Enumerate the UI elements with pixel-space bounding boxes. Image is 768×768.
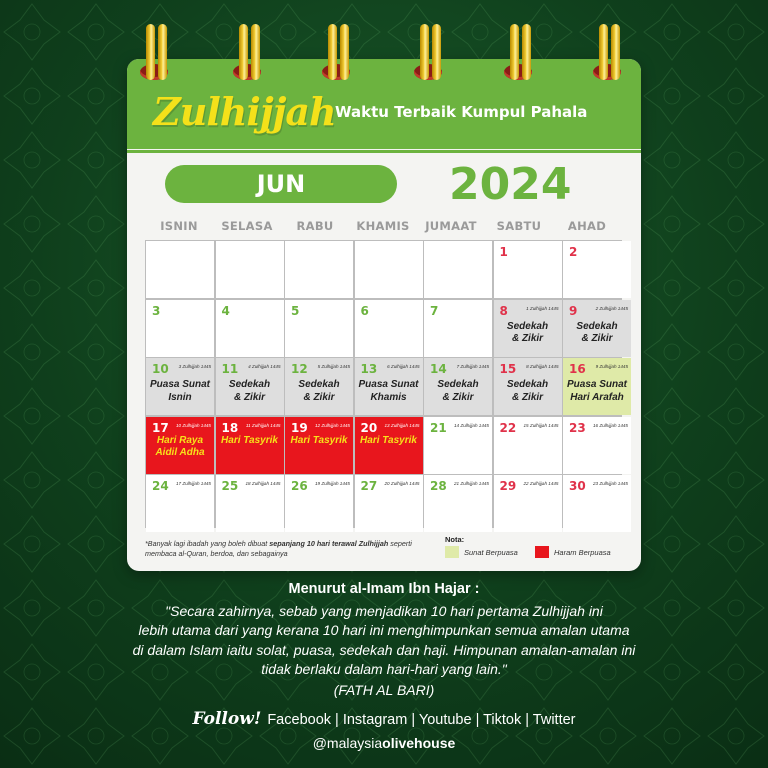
hijri-date: 8 Zulhijjah 1445 — [526, 364, 559, 369]
legend-item-sunat — [445, 546, 518, 558]
hijri-date: 3 Zulhijjah 1445 — [178, 364, 211, 369]
quote-source: (FATH AL BARI) — [333, 682, 435, 698]
calendar-day-24 — [146, 475, 214, 532]
hijri-date: 13 Zulhijjah 1445 — [384, 422, 420, 428]
calendar-header — [127, 59, 641, 149]
calendar-day-13 — [355, 358, 423, 415]
binder-ring — [420, 24, 429, 80]
day-number: 30 — [569, 479, 586, 493]
hijri-date: 7 Zulhijjah 1445 — [456, 364, 489, 369]
hijri-date: 19 Zulhijjah 1445 — [315, 481, 350, 486]
legend-label: Sunat Berpuasa — [464, 547, 518, 557]
weekday-label: AHAD — [567, 219, 607, 233]
day-number: 17 — [152, 420, 169, 435]
hijri-date: 6 Zulhijjah 1445 — [387, 364, 420, 369]
day-number: 12 — [291, 362, 308, 376]
calendar-day-6 — [355, 300, 423, 357]
calendar-day-5 — [285, 300, 353, 357]
day-event: Sedekah & Zikir — [576, 320, 618, 344]
social-row — [0, 709, 768, 729]
day-event: Sedekah & Zikir — [298, 379, 340, 403]
social-links: Facebook | Instagram | Youtube | Tiktok | Twitter — [267, 712, 576, 728]
brand-title: Zulhijjah — [153, 89, 336, 134]
day-event: Puasa Sunat Khamis — [358, 379, 419, 403]
footnote-text: *Banyak lagi ibadah yang boleh dibuat — [145, 539, 270, 548]
legend-title: Nota: — [445, 535, 465, 544]
day-number: 8 — [499, 303, 508, 318]
weekday-label: RABU — [296, 219, 334, 233]
calendar-day-27 — [355, 475, 423, 532]
hijri-date: 12 Zulhijjah 1445 — [315, 422, 350, 428]
calendar-day-23 — [563, 417, 631, 474]
social-handle — [0, 735, 768, 751]
hijri-date: 21 Zulhijjah 1445 — [454, 481, 489, 486]
hijri-date: 23 Zulhijjah 1445 — [593, 481, 628, 486]
calendar-day-empty — [146, 241, 214, 298]
calendar-day-empty — [355, 241, 423, 298]
calendar-day-empty — [424, 241, 492, 298]
day-number: 26 — [291, 479, 308, 493]
calendar-day-21 — [424, 417, 492, 474]
quote-title: Menurut al-Imam Ibn Hajar : — [288, 581, 480, 597]
day-number: 27 — [360, 479, 378, 493]
calendar-day-29 — [494, 475, 562, 532]
day-event: Sedekah & Zikir — [228, 379, 271, 403]
weekday-label: SABTU — [496, 219, 542, 233]
day-number: 28 — [430, 479, 447, 493]
calendar-day-16 — [563, 358, 631, 415]
hijri-date: 11 Zulhijjah 1445 — [245, 422, 281, 428]
month-label: JUN — [165, 165, 397, 203]
handle-prefix: @malaysia — [312, 735, 383, 751]
day-number: 10 — [152, 362, 169, 376]
calendar-card — [127, 59, 641, 571]
hijri-date: 20 Zulhijjah 1445 — [384, 481, 420, 486]
day-number: 22 — [499, 420, 517, 435]
binder-ring — [510, 24, 519, 80]
calendar-day-20 — [355, 417, 423, 474]
calendar-day-26 — [285, 475, 353, 532]
calendar-day-7 — [424, 300, 492, 357]
binder-ring — [251, 24, 260, 80]
day-event: Hari Raya Aidil Adha — [155, 434, 205, 458]
calendar-day-15 — [494, 358, 562, 415]
day-number: 16 — [569, 362, 586, 376]
day-number: 2 — [569, 245, 578, 259]
legend-item-haram — [535, 546, 611, 558]
day-number: 19 — [291, 420, 308, 435]
binder-ring — [328, 24, 337, 80]
weekday-label: ISNIN — [160, 219, 198, 233]
day-number: 18 — [221, 420, 239, 435]
weekday-label: JUMAAT — [425, 219, 477, 233]
day-event: Hari Tasyrik — [290, 434, 348, 446]
calendar-day-30 — [563, 475, 631, 532]
day-event: Sedekah & Zikir — [437, 379, 479, 403]
binder-ring — [611, 24, 620, 80]
footnote — [145, 539, 445, 559]
hijri-date: 1 Zulhijjah 1445 — [526, 305, 559, 311]
hijri-date: 9 Zulhijjah 1445 — [595, 364, 628, 369]
calendar-day-empty — [285, 241, 353, 298]
calendar-day-2 — [563, 241, 631, 298]
calendar-day-4 — [216, 300, 284, 357]
calendar-day-17 — [146, 417, 214, 474]
footnote-text-end: seperti membaca al-Quran, berdoa, dan sebagainya — [145, 539, 412, 558]
day-number: 24 — [152, 479, 169, 493]
hijri-date: 18 Zulhijjah 1445 — [245, 481, 281, 486]
day-event: Sedekah & Zikir — [506, 379, 549, 403]
legend-swatch — [535, 546, 549, 558]
weekday-header — [145, 219, 621, 233]
year-label: 2024 — [449, 159, 572, 210]
hijri-date: 2 Zulhijjah 1445 — [595, 305, 628, 311]
binder-ring — [432, 24, 441, 80]
day-number: 4 — [221, 303, 230, 318]
footnote-emphasis: sepanjang 10 hari terawal Zulhijjah — [269, 539, 389, 548]
calendar-day-3 — [146, 300, 214, 357]
binder-ring — [522, 24, 531, 80]
hijri-date: 15 Zulhijjah 1445 — [523, 422, 559, 428]
day-event: Sedekah & Zikir — [506, 320, 549, 344]
legend-label: Haram Berpuasa — [554, 547, 611, 557]
calendar-day-10 — [146, 358, 214, 415]
day-number: 11 — [221, 362, 239, 376]
tagline: Waktu Terbaik Kumpul Pahala — [335, 103, 588, 121]
day-event: Puasa Sunat Hari Arafah — [566, 379, 628, 403]
day-number: 20 — [360, 420, 378, 435]
binder-ring — [599, 24, 608, 80]
day-number: 25 — [221, 479, 239, 493]
calendar-grid — [145, 240, 628, 528]
hijri-date: 16 Zulhijjah 1445 — [593, 422, 628, 428]
day-number: 29 — [499, 479, 517, 493]
day-event: Hari Tasyrik — [360, 434, 417, 446]
hijri-date: 4 Zulhijjah 1445 — [248, 364, 281, 369]
binder-ring — [146, 24, 155, 80]
calendar-day-19 — [285, 417, 353, 474]
day-event: Hari Tasyrik — [221, 434, 278, 446]
calendar-day-25 — [216, 475, 284, 532]
hijri-date: 22 Zulhijjah 1445 — [523, 481, 559, 486]
legend-swatch — [445, 546, 459, 558]
calendar-day-11 — [216, 358, 284, 415]
day-number: 5 — [291, 303, 300, 318]
day-number: 6 — [360, 303, 369, 318]
calendar-day-9 — [563, 300, 631, 357]
handle-bold: olivehouse — [382, 735, 456, 751]
calendar-day-14 — [424, 358, 492, 415]
day-number: 3 — [152, 303, 161, 318]
calendar-day-8 — [494, 300, 562, 357]
day-event: Puasa Sunat Isnin — [149, 379, 211, 403]
hijri-date: 5 Zulhijjah 1445 — [317, 364, 350, 369]
quote-text: "Secara zahirnya, sebab yang menjadikan 10 hari pertama Zulhijjah ini lebih utama dari yang kerana 10 hari ini menghimpunkan semua amalan utama di dalam Islam iaitu solat, puasa, sedekah dan haji. Himpunan amalan-amalan ini tidak berlaku dalam hari-hari yang lain." — [132, 603, 636, 678]
day-number: 1 — [499, 245, 508, 259]
calendar-day-18 — [216, 417, 284, 474]
day-number: 9 — [569, 303, 578, 318]
calendar-day-22 — [494, 417, 562, 474]
follow-label: Follow! — [192, 709, 262, 729]
day-number: 7 — [430, 303, 439, 318]
hijri-date: 10 Zulhijjah 1445 — [176, 422, 211, 428]
binder-ring — [158, 24, 167, 80]
hijri-date: 14 Zulhijjah 1445 — [454, 422, 489, 428]
calendar-day-12 — [285, 358, 353, 415]
day-number: 14 — [430, 362, 447, 376]
weekday-label: SELASA — [221, 219, 273, 233]
hijri-date: 17 Zulhijjah 1445 — [176, 481, 211, 486]
day-number: 21 — [430, 420, 447, 435]
calendar-day-1 — [494, 241, 562, 298]
binder-ring — [340, 24, 349, 80]
calendar-day-28 — [424, 475, 492, 532]
header-divider — [127, 150, 641, 153]
binder-ring — [239, 24, 248, 80]
day-number: 13 — [360, 362, 378, 376]
day-number: 23 — [569, 420, 586, 435]
calendar-day-empty — [216, 241, 284, 298]
day-number: 15 — [499, 362, 517, 376]
weekday-label: KHAMIS — [356, 219, 410, 233]
